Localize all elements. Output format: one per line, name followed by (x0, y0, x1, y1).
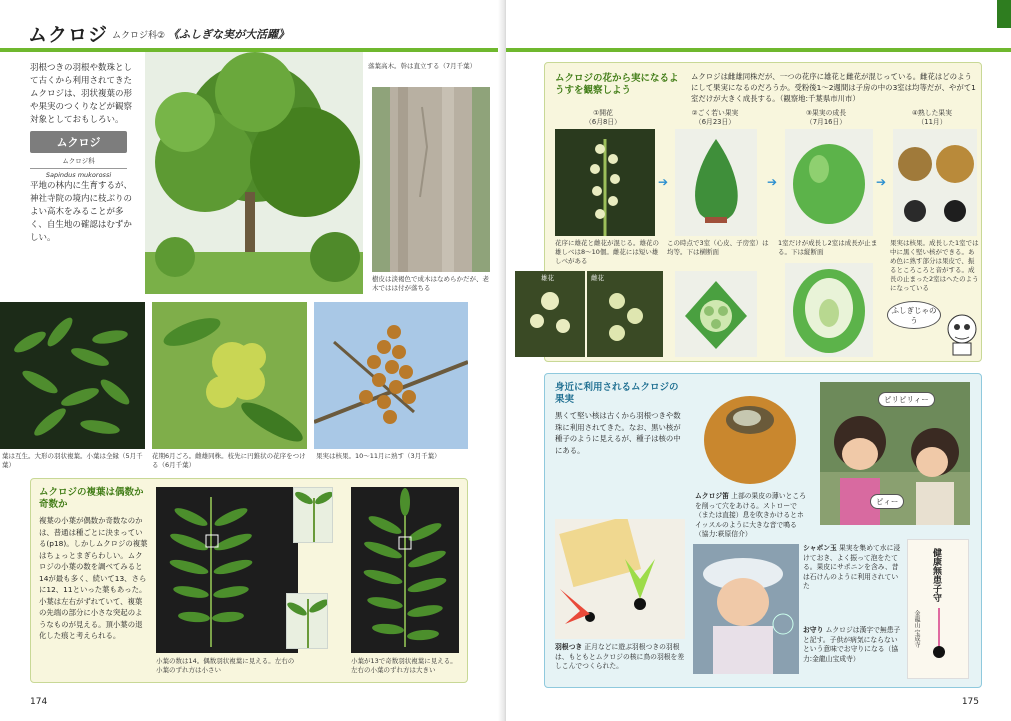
soap-text: 果実を集めて水に浸けておき、よく振って泡をたてる。果皮にサポニンを含み、昔は石けんのように利用されていた (803, 544, 901, 590)
compound-leaf-box (30, 478, 468, 683)
arrow-icon: ➔ (658, 175, 669, 189)
fruit-photo (314, 302, 468, 449)
page-catchphrase: 《ふしぎな実が大活躍》 (168, 28, 289, 41)
page-number-right: 175 (961, 697, 979, 707)
speech-bubble: ふしぎじゃのう (887, 301, 941, 329)
uses-heading: 身近に利用されるムクロジの果実 (555, 382, 679, 405)
stage1-photo (555, 129, 655, 236)
page-subtitle: ムクロジ科② (112, 31, 166, 41)
leaves-photo (0, 302, 145, 449)
page-number-left: 174 (30, 697, 48, 707)
page-title: ムクロジ (28, 24, 109, 46)
corner-tab (997, 0, 1011, 28)
species-latin: Sapindus mukorossi (45, 171, 112, 179)
soap-bubble-photo (693, 544, 799, 674)
stage3-caption: 1室だけが成長し2室は成長が止まる。下は縦断面 (778, 239, 878, 256)
leaf14-caption: 小葉の数は14。偶数羽状複葉に見える。左右の小葉のずれ方は小さい (156, 657, 295, 674)
bark-caption: 樹皮は淡褐色で成木はなめらかだが、老木ではは付が落ちる (372, 275, 489, 292)
stage2-photo (675, 129, 757, 236)
stage4-date: （11月） (917, 118, 947, 126)
species-name: ムクロジ (30, 131, 127, 153)
arrow-icon: ➔ (876, 175, 887, 189)
stage1-name: ①開花 (593, 109, 613, 117)
omamori-photo (907, 539, 969, 679)
flower-to-fruit-heading: ムクロジの花から実になるようすを観察しよう (555, 73, 679, 96)
male-flower-label: 雄花 (541, 274, 554, 282)
leaf14-detail-photo (293, 487, 333, 543)
stage3-name: ③果実の成長 (805, 109, 847, 117)
omamori-caption (803, 626, 903, 664)
stage2-label (680, 109, 750, 127)
hanetsuki-photo (555, 519, 685, 639)
omamori-bead (933, 646, 945, 658)
trunk-caption: 落葉高木。幹は直立する（7月千葉） (368, 62, 477, 70)
tree-photo (145, 52, 363, 294)
leaf13-detail-photo (286, 593, 328, 649)
male-flower-photo (515, 271, 585, 357)
stage2-name: ②ごく若い果実 (691, 109, 739, 117)
hanetsuki-text: 正月などに遊ぶ羽根つきの羽根は、もともとムクロジの核に鳥の羽根を差しこんでつくられた。 (555, 643, 685, 670)
compound-leaf-text: 複葉の小葉が偶数か奇数なのかは、普通は種ごとに決まっている(p18)。しかしムクロジの複葉はちょっとまぎらわしい。ムクロジの小葉の数を調べてみると14が最も多く、続いて13、さらに12、11といった葉もあった。小葉は左右がずれていて、複葉の先端の部分に小さな突起のようなものが見える。頂小葉の退化した痕と考えられる。 (39, 516, 148, 640)
fruit-caption: 果実は核果。10〜11月に熟す（3月千葉） (316, 452, 441, 460)
temple-label: 金龍山 宝成寺 (913, 610, 920, 648)
stage4-label (897, 109, 967, 127)
stage4-name: ④熟した果実 (911, 109, 953, 117)
stage1-caption: 花序に雄花と雌花が混じる。雄花の雄しべは8〜10個。雌花には短い雄しべがある (555, 239, 659, 265)
hanetsuki-title: 羽根つき (555, 643, 583, 651)
leaf13-photo (351, 487, 459, 653)
flower-photo (152, 302, 307, 449)
uses-box (544, 373, 982, 688)
longitudinal-section-photo (785, 263, 873, 357)
whistle-text: 上部の果皮の薄いところを削って穴をあける。ストローで（または直接）息を吹きかけるとホイッスルのように大きな音で鳴る（協力:萩原信介） (695, 492, 806, 538)
whistle-fruit-photo (695, 382, 805, 490)
stage3-photo (785, 129, 873, 236)
omamori-cord (938, 608, 940, 648)
habitat-text: 平地の林内に生育するが、神社寺院の境内に枝ぶりのよい高木をみることが多く、自生地の確認はむずかしい。 (30, 181, 133, 243)
hanetsuki-caption (555, 643, 690, 672)
female-flower-label: 雌花 (591, 274, 604, 282)
cross-section-photo (675, 271, 757, 357)
left-page (0, 0, 505, 721)
flower-caption: 花期6月ごろ。雌雄同株。枝先に円錐状の花序をつける（6月千葉） (152, 452, 306, 469)
stage1-date: （6月8日） (585, 118, 621, 126)
flower-to-fruit-text: ムクロジは雌雄同株だが、一つの花序に雄花と雌花が混じっている。雌花はどのようにして果実になるのだろうか。受粉後1〜2週間は子房の中の3室は均等だが、やがて1室だけが大きく成長する。（観察地:千葉県市川市） (691, 72, 976, 103)
soap-caption (803, 544, 903, 592)
stage2-caption: この時点で3室（心皮、子房室）は均等。下は横断面 (667, 239, 769, 256)
female-flower-photo (587, 271, 663, 357)
intro-text: 羽根つきの羽根や数珠として古くから利用されてきたムクロジは、羽状複葉の形や果実のつくりなどが観察対象としておもしろい。 (30, 63, 133, 125)
species-plate (30, 131, 127, 181)
stage4-photo (893, 129, 977, 236)
whistle-caption (695, 492, 810, 540)
whistle-bubble-2: ピィー (870, 494, 904, 509)
omamori-title: お守り (803, 626, 824, 634)
leaf13-caption: 小葉が13で奇数羽状複葉に見える。左右の小葉のずれ方は大きい (351, 657, 457, 674)
uses-text: 黒くて堅い核は古くから羽根つきや数珠に利用されてきた。なお、黒い核が種子のように見えるが、種子は核の中にある。 (555, 411, 681, 455)
stage3-label (791, 109, 861, 127)
stage2-date: （6月23日） (694, 118, 736, 126)
leaf14-photo (156, 487, 298, 653)
soap-title: シャボン玉 (803, 544, 837, 552)
flower-to-fruit-box (541, 62, 982, 362)
whistle-title: ムクロジ笛 (695, 492, 729, 500)
omamori-label: 健康無患子守 (931, 548, 941, 602)
stage4-caption: 果実は核果。成長した1室では中に黒く堅い核ができる。あめ色に熟す部分は果皮で、振るところころと音がする。成長の止まった2室はへたのようになっている (890, 239, 979, 292)
leaves-caption: 葉は互生。大形の羽状複葉。小葉は全縁（5月千葉） (2, 452, 143, 469)
compound-leaf-heading: ムクロジの複葉は偶数か奇数か (39, 487, 144, 510)
stage3-date: （7月16日） (805, 118, 847, 126)
stage1-label (573, 109, 633, 127)
children-whistle-photo (820, 382, 970, 525)
species-family: ムクロジ科 (30, 153, 127, 169)
whistle-bubble-1: ピリピリィー (878, 392, 935, 407)
trunk-photo (372, 87, 490, 272)
mascot-icon (943, 313, 981, 357)
arrow-icon: ➔ (767, 175, 778, 189)
header-rule-right (506, 48, 1011, 52)
omamori-text: ムクロジは漢字で無患子と記す。子供が病気にならないという意味でお守りになる（協力:金龍山宝成寺） (803, 626, 901, 663)
right-page (506, 0, 1011, 721)
